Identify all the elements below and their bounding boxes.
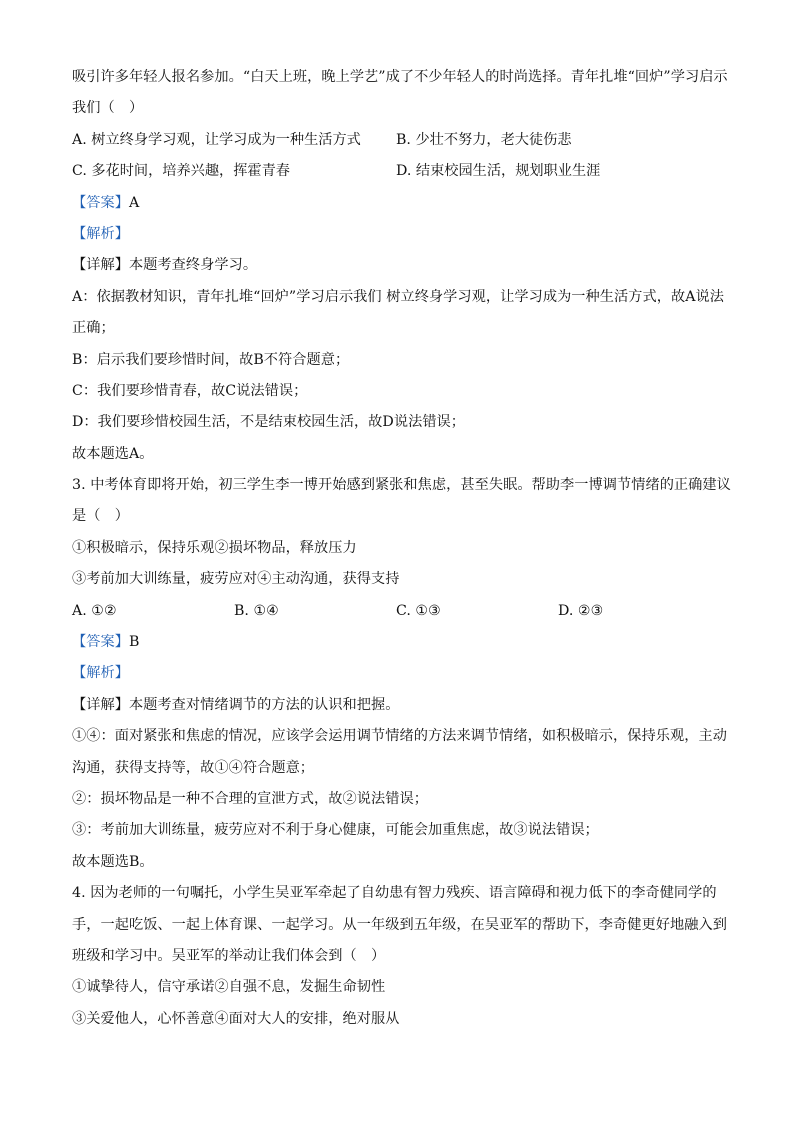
answer-tag: 【答案】 — [72, 194, 129, 211]
document-page — [72, 62, 732, 1035]
q2-options-row2 — [72, 156, 732, 187]
q3-option-d: D. ②③ — [558, 602, 604, 619]
q2-analysis — [72, 219, 732, 250]
q2-stem-line2: 我们（ ） — [72, 100, 144, 117]
q3-options-row — [72, 596, 732, 627]
q4-items-line1: ①诚挚待人，信守承诺②自强不息，发掘生命韧性 — [72, 979, 386, 996]
detail-text: 本题考查对情绪调节的方法的认识和把握。 — [128, 696, 400, 713]
q3-items-line1: ①积极暗示，保持乐观②损坏物品，释放压力 — [72, 539, 357, 556]
answer-value: A — [128, 194, 140, 211]
q2-explain-a: A：依据教材知识，青年扎堆“回炉”学习启示我们 树立终身学习观，让学习成为一种生活方式，故A说法 — [72, 288, 724, 305]
q3-explain-1-cont: 沟通，获得支持等，故①④符合题意； — [72, 759, 315, 776]
q4-stem-line2: 手，一起吃饭、一起上体育课、一起学习。从一年级到五年级，在吴亚军的帮助下，李奇健更好地融入到 — [72, 916, 727, 933]
q3-detail — [72, 690, 732, 721]
q3-conclusion: 故本题选B。 — [72, 853, 154, 870]
q4-stem-line1: 4. 因为老师的一句嘱托，小学生吴亚军牵起了自幼患有智力残疾、语言障碍和视力低下的李奇健同学的 — [72, 885, 717, 902]
q2-explain-d: D：我们要珍惜校园生活，不是结束校园生活，故D说法错误； — [72, 414, 466, 431]
q4-items-line2: ③关爱他人，心怀善意④面对大人的安排，绝对服从 — [72, 1010, 400, 1027]
q3-explain-2: ②：损坏物品是一种不合理的宣泄方式，故②说法错误； — [72, 790, 428, 807]
q2-options-row1 — [72, 125, 732, 156]
q3-option-b: B. ①④ — [234, 602, 279, 619]
q3-option-c: C. ①③ — [396, 602, 441, 619]
q2-answer — [72, 188, 732, 219]
q3-option-a: A. ①② — [72, 602, 117, 619]
answer-tag: 【答案】 — [72, 634, 129, 651]
q2-stem-line1: 吸引许多年轻人报名参加。“白天上班，晚上学艺”成了不少年轻人的时尚选择。青年扎堆“回炉”学习启示 — [72, 69, 728, 85]
q3-stem-line2: 是（ ） — [72, 508, 129, 525]
q3-analysis — [72, 658, 732, 689]
q3-answer — [72, 627, 732, 658]
q2-option-d: D. 结束校园生活，规划职业生涯 — [396, 163, 601, 180]
q3-items-line2: ③考前加大训练量，疲劳应对④主动沟通，获得支持 — [72, 571, 400, 588]
q4-stem-line3: 班级和学习中。吴亚军的举动让我们体会到（ ） — [72, 947, 386, 964]
q2-option-c: C. 多花时间，培养兴趣，挥霍青春 — [72, 163, 290, 180]
q2-option-a: A. 树立终身学习观，让学习成为一种生活方式 — [72, 131, 361, 148]
analysis-tag: 【解析】 — [72, 225, 129, 242]
answer-value: B — [128, 634, 140, 651]
q2-explain-b: B：启示我们要珍惜时间，故B不符合题意； — [72, 351, 350, 368]
analysis-tag: 【解析】 — [72, 665, 129, 682]
q2-conclusion: 故本题选A。 — [72, 445, 154, 462]
detail-tag: 【详解】 — [72, 257, 129, 274]
detail-text: 本题考查终身学习。 — [128, 257, 258, 274]
q3-stem-line1: 3. 中考体育即将开始，初三学生李一博开始感到紧张和焦虑，甚至失眠。帮助李一博调节情绪的正确建议 — [72, 477, 731, 494]
q3-explain-3: ③：考前加大训练量，疲劳应对不利于身心健康，可能会加重焦虑，故③说法错误； — [72, 822, 599, 839]
q2-detail — [72, 250, 732, 281]
detail-tag: 【详解】 — [72, 696, 129, 713]
q3-explain-1: ①④：面对紧张和焦虑的情况，应该学会运用调节情绪的方法来调节情绪，如积极暗示，保持乐观，主动 — [72, 728, 727, 745]
q2-option-b: B. 少壮不努力，老大徒伤悲 — [396, 131, 572, 148]
q2-explain-c: C：我们要珍惜青春，故C说法错误； — [72, 382, 308, 399]
q2-explain-a-cont: 正确； — [72, 320, 115, 337]
